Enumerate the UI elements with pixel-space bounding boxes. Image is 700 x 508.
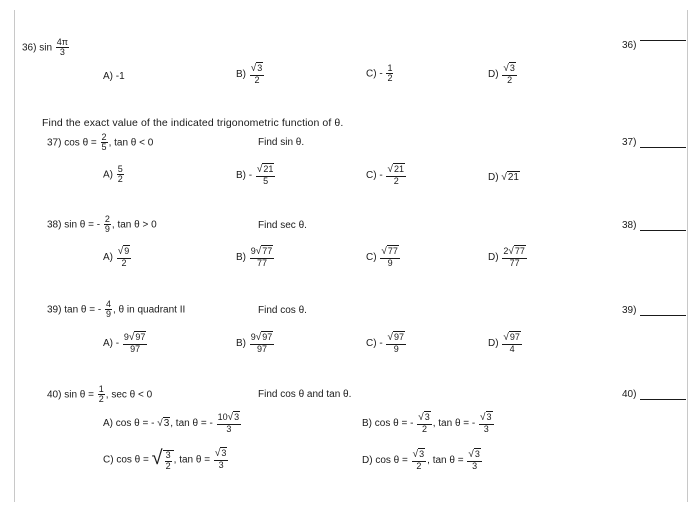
choice-36-d[interactable]: D) $\frac{√3}{2}$ (488, 63, 515, 85)
choice-38-b[interactable]: B) $\frac{9√77}{77}$ (236, 246, 273, 268)
answer-blank-38-label: 38) (622, 220, 637, 231)
question-40-instruction: Find cos θ and tan θ. (258, 389, 352, 400)
choice-39-d[interactable]: D) $\frac{√97}{4}$ (488, 332, 520, 354)
question-40: 40) sin θ = $\frac{1}{2}$ , sec θ < 0 (47, 384, 153, 405)
choice-39-a[interactable]: A) - $\frac{9√97}{97}$ (103, 332, 146, 354)
choice-38-c[interactable]: C) $\frac{√77}{9}$ (366, 246, 398, 268)
answer-blank-36-label: 36) (622, 40, 637, 51)
question-36-label: 36) sin (22, 42, 53, 54)
answer-blank-39-label: 39) (622, 305, 637, 316)
answer-blank-40-label: 40) (622, 389, 637, 400)
choice-40-d[interactable]: D) cos θ = $\frac{√3}{2}$ , tan θ = $\frac{√3}{3}$ (362, 449, 480, 471)
answer-blank-40[interactable] (640, 399, 686, 400)
choice-40-c[interactable]: C) cos θ = √ $\frac{3}{2}$ , tan θ = $\frac{√3}{3}$ (103, 447, 227, 471)
question-37-instruction: Find sin θ. (258, 137, 305, 148)
question-39: 39) tan θ = - $\frac{4}{9}$ , θ in quadrant II (47, 299, 186, 320)
question-37: 37) cos θ = $\frac{2}{5}$ , tan θ < 0 (47, 132, 154, 153)
question-39-label: 39) tan θ = - (47, 304, 102, 316)
question-38-instruction: Find sec θ. (258, 220, 307, 231)
answer-blank-36[interactable] (640, 40, 686, 41)
answer-blank-37-label: 37) (622, 137, 637, 148)
choice-38-a[interactable]: A) $\frac{√9}{2}$ (103, 246, 130, 268)
choice-37-a[interactable]: A) $\frac{5}{2}$ (103, 164, 123, 185)
choice-37-b[interactable]: B) - $\frac{√21}{5}$ (236, 164, 274, 186)
question-38-label: 38) sin θ = - (47, 219, 101, 231)
question-39-instruction: Find cos θ. (258, 305, 307, 316)
answer-blank-39[interactable] (640, 315, 686, 316)
choice-37-c[interactable]: C) - $\frac{√21}{2}$ (366, 164, 404, 186)
choice-36-b[interactable]: B) $\frac{√3}{2}$ (236, 63, 263, 85)
question-37-label: 37) cos θ = (47, 137, 97, 149)
choice-36-a[interactable]: A) -1 (103, 71, 125, 82)
question-38: 38) sin θ = - $\frac{2}{9}$ , tan θ > 0 (47, 214, 157, 235)
question-36 (22, 38, 70, 58)
answer-blank-38[interactable] (640, 230, 686, 231)
choice-37-d[interactable]: D) √21 (488, 172, 519, 183)
choice-39-b[interactable]: B) $\frac{9√97}{97}$ (236, 332, 273, 354)
answer-blank-37[interactable] (640, 147, 686, 148)
question-40-label: 40) sin θ = (47, 389, 94, 401)
choice-40-b[interactable]: B) cos θ = - $\frac{√3}{2}$ , tan θ = - $\frac{√3}{3}$ (362, 412, 492, 434)
choice-40-a[interactable]: A) cos θ = - √3, tan θ = - $\frac{10√3}{3}$ (103, 412, 240, 434)
choice-38-d[interactable]: D) $\frac{2√77}{77}$ (488, 246, 525, 268)
choice-36-c[interactable]: C) - $\frac{1}{2}$ (366, 63, 393, 84)
question-36-arg: $\frac{4\pi}{3}$ (56, 37, 69, 58)
choice-39-c[interactable]: C) - $\frac{√97}{9}$ (366, 332, 404, 354)
section-heading: Find the exact value of the indicated trigonometric function of θ. (42, 117, 344, 129)
